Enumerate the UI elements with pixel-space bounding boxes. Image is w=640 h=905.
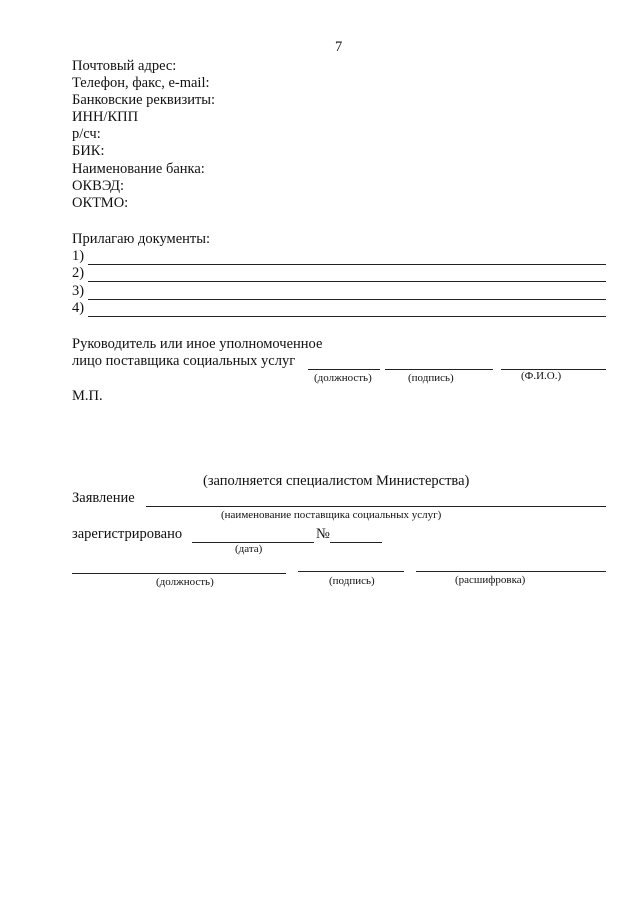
bank-name-label: Наименование банка: [72, 161, 205, 177]
okved-label: ОКВЭД: [72, 178, 125, 194]
oktmo-label: ОКТМО: [72, 195, 129, 211]
bik-label: БИК: [72, 143, 105, 159]
number-sign: № [316, 526, 330, 542]
specialist-signature-caption: (подпись) [329, 575, 375, 587]
account-label: р/сч: [72, 126, 101, 142]
date-caption: (дата) [235, 543, 263, 555]
name-caption: (Ф.И.О.) [521, 370, 562, 382]
documents-heading: Прилагаю документы: [72, 231, 210, 247]
registered-label: зарегистрировано [72, 526, 183, 542]
page-number: 7 [335, 39, 343, 55]
provider-name-field[interactable] [146, 492, 606, 507]
document-field-3[interactable] [88, 285, 606, 300]
postal-address-label: Почтовый адрес: [72, 58, 177, 74]
signatory-name-field[interactable] [501, 355, 606, 370]
phone-fax-email-label: Телефон, факс, e-mail: [72, 75, 210, 91]
specialist-position-field[interactable] [72, 559, 286, 574]
registration-number-field[interactable] [330, 528, 382, 543]
specialist-transcript-caption: (расшифровка) [455, 574, 526, 586]
signature-caption: (подпись) [408, 372, 454, 384]
specialist-transcript-field[interactable] [416, 557, 606, 572]
bank-details-label: Банковские реквизиты: [72, 92, 216, 108]
signatory-signature-field[interactable] [385, 355, 493, 370]
registration-date-field[interactable] [192, 528, 314, 543]
document-field-2[interactable] [88, 267, 606, 282]
document-field-1[interactable] [88, 250, 606, 265]
position-caption: (должность) [314, 372, 372, 384]
provider-name-caption: (наименование поставщика социальных услуг) [221, 509, 442, 521]
document-field-4[interactable] [88, 302, 606, 317]
document-item-number: 2) [72, 265, 85, 281]
specialist-signature-field[interactable] [298, 557, 404, 572]
signatory-label-line2: лицо поставщика социальных услуг [72, 353, 296, 369]
inn-kpp-label: ИНН/КПП [72, 109, 139, 125]
document-item-number: 3) [72, 283, 85, 299]
document-item-number: 1) [72, 248, 85, 264]
stamp-label: М.П. [72, 388, 103, 404]
statement-label: Заявление [72, 490, 135, 506]
specialist-position-caption: (должность) [156, 576, 214, 588]
ministry-heading: (заполняется специалистом Министерства) [203, 473, 470, 489]
document-item-number: 4) [72, 300, 85, 316]
signatory-label-line1: Руководитель или иное уполномоченное [72, 336, 323, 352]
signatory-position-field[interactable] [308, 355, 380, 370]
